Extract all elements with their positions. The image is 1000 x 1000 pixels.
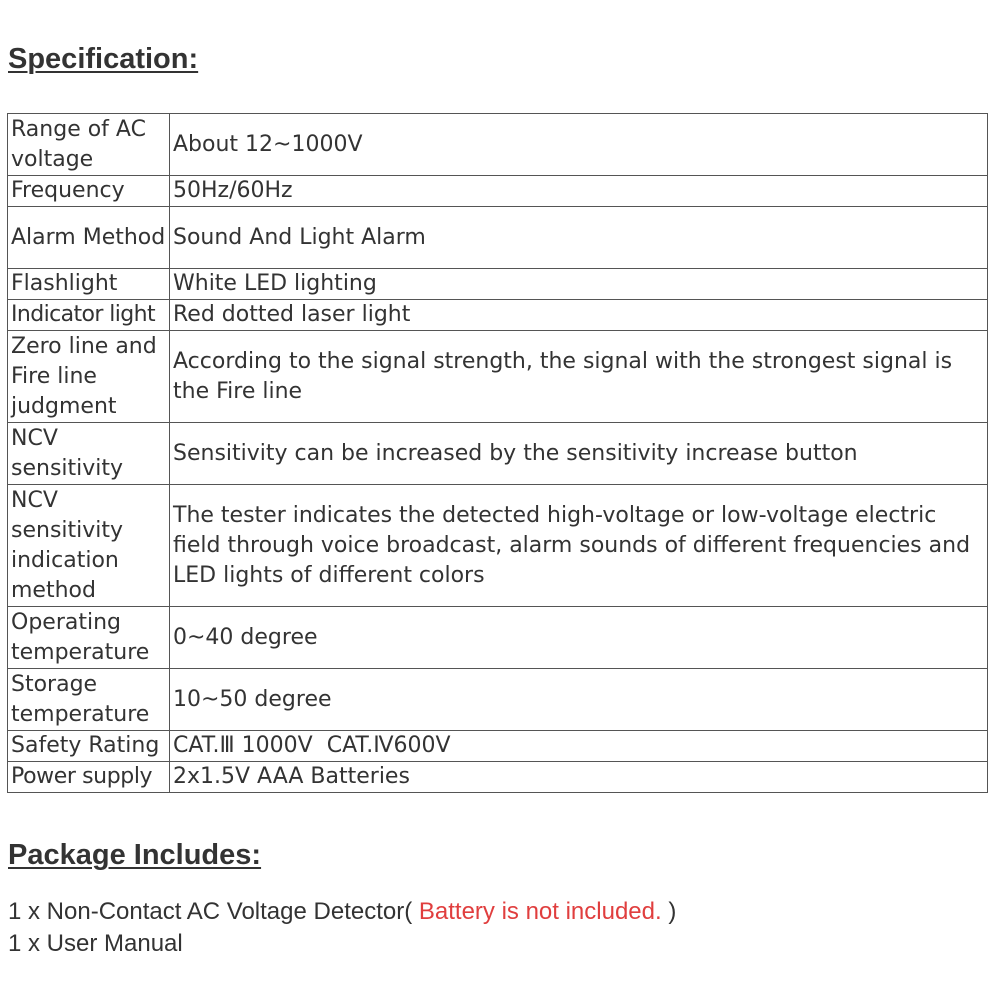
spec-value: 10~50 degree — [170, 669, 988, 731]
spec-value: According to the signal strength, the signal with the strongest signal is the Fire line — [170, 331, 988, 423]
table-row — [8, 423, 988, 485]
spec-label: Flashlight — [8, 269, 170, 300]
table-row — [8, 607, 988, 669]
table-row — [8, 114, 988, 176]
spec-value: White LED lighting — [170, 269, 988, 300]
table-row — [8, 269, 988, 300]
spec-label: Zero line and Fire line judgment — [8, 331, 170, 423]
package-list — [8, 896, 676, 960]
table-row — [8, 207, 988, 269]
spec-label: NCV sensitivity — [8, 423, 170, 485]
spec-label: Alarm Method — [8, 207, 170, 269]
package-item-text: 1 x Non-Contact AC Voltage Detector( — [8, 898, 413, 925]
spec-value: About 12~1000V — [170, 114, 988, 176]
spec-label: Range of AC voltage — [8, 114, 170, 176]
list-item — [8, 928, 676, 960]
package-item-close: ) — [668, 898, 677, 925]
table-row — [8, 176, 988, 207]
spec-label: Indicator light — [8, 300, 170, 331]
specification-heading: Specification: — [8, 43, 199, 75]
table-row — [8, 331, 988, 423]
spec-label: NCV sensitivity indication method — [8, 485, 170, 607]
package-item-text: 1 x User Manual — [8, 930, 183, 957]
battery-note: Battery is not included. — [412, 898, 669, 925]
spec-value: Red dotted laser light — [170, 300, 988, 331]
spec-label: Safety Rating — [8, 731, 170, 762]
table-row — [8, 731, 988, 762]
spec-label: Storage temperature — [8, 669, 170, 731]
spec-value: 50Hz/60Hz — [170, 176, 988, 207]
spec-value: CAT.Ⅲ 1000V CAT.Ⅳ600V — [170, 731, 988, 762]
spec-value: 2x1.5V AAA Batteries — [170, 762, 988, 793]
spec-label: Power supply — [8, 762, 170, 793]
spec-label: Frequency — [8, 176, 170, 207]
specification-table — [7, 113, 988, 793]
table-row — [8, 300, 988, 331]
spec-value: Sound And Light Alarm — [170, 207, 988, 269]
table-row — [8, 762, 988, 793]
table-row — [8, 669, 988, 731]
spec-value: 0~40 degree — [170, 607, 988, 669]
package-heading: Package Includes: — [8, 839, 262, 871]
spec-value: Sensitivity can be increased by the sensitivity increase button — [170, 423, 988, 485]
list-item — [8, 896, 676, 928]
spec-value: The tester indicates the detected high-voltage or low-voltage electric field through voice broadcast, alarm sounds of different frequencies and LED lights of different colors — [170, 485, 988, 607]
spec-label: Operating temperature — [8, 607, 170, 669]
table-row — [8, 485, 988, 607]
